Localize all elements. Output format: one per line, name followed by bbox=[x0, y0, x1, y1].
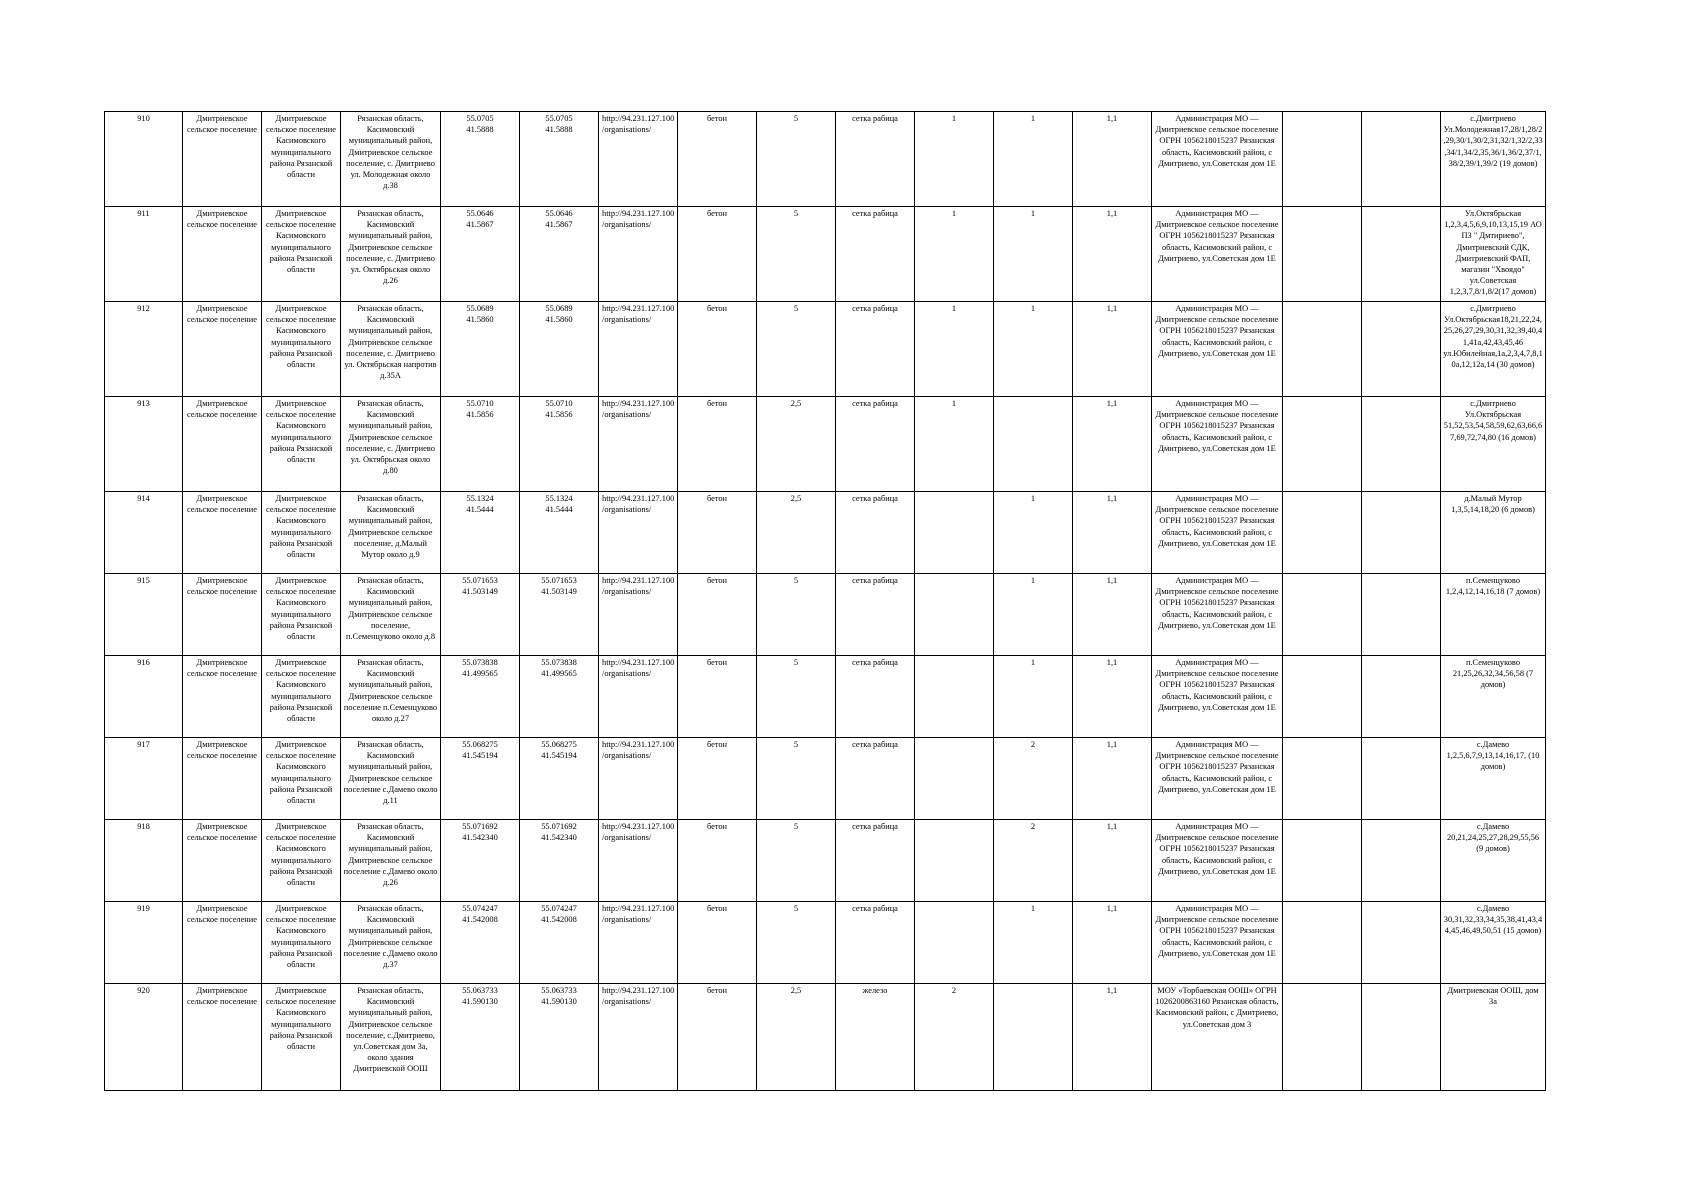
sources-cell: с.Дамево 1,2,5,6,7,9,13,14,16,17, (10 домов) bbox=[1441, 738, 1546, 820]
table-row bbox=[105, 302, 1546, 397]
address-cell: Рязанская область, Касимовский муниципальный район, Дмитриевское сельское поселение с.Дамево около д.11 bbox=[341, 738, 441, 820]
coordinates-2-cell bbox=[520, 984, 599, 1091]
area-cell: 5 bbox=[757, 574, 836, 656]
fence-cell: сетка рабица bbox=[836, 902, 915, 984]
row-number-cell: 911 bbox=[105, 207, 183, 302]
longitude-value: 41.5860 bbox=[466, 315, 494, 325]
latitude-value: 55.063733 bbox=[541, 986, 577, 995]
longitude-value: 41.5860 bbox=[545, 315, 573, 325]
address-cell: Рязанская область, Касимовский муниципальный район, Дмитриевское сельское поселение, д.Малый Мутор около д.9 bbox=[341, 492, 441, 574]
container-count-cell: 1 bbox=[915, 112, 994, 207]
table-row bbox=[105, 397, 1546, 492]
volume-cell: 1,1 bbox=[1073, 656, 1152, 738]
longitude-value: 41.545194 bbox=[541, 751, 577, 761]
sources-cell: Ул.Октябрьская 1,2,3,4,5,6,9,10,13,15,19 АО ПЗ " Дмтириево", Дмитриевский СДК, Дмитриевский ФАП, магазин "Хвоядо" ул.Советская 1,2,3,7,8/1,8/2(17 домов) bbox=[1441, 207, 1546, 302]
address-cell: Рязанская область, Касимовский муниципальный район, Дмитриевское сельское поселение, с.Дмитриево, ул.Советская дом 3а, около здания Дмитриевской ООШ bbox=[341, 984, 441, 1091]
longitude-value: 41.590130 bbox=[462, 997, 498, 1007]
latitude-value: 55.063733 bbox=[462, 986, 498, 995]
sources-cell: д.Малый Мутор 1,3,5,14,18,20 (6 домов) bbox=[1441, 492, 1546, 574]
address-cell: Рязанская область, Касимовский муниципальный район, Дмитриевское сельское поселение п.Семенцуково около д.27 bbox=[341, 656, 441, 738]
surface-cell: бетон bbox=[678, 397, 757, 492]
empty-cell bbox=[1283, 112, 1362, 207]
coordinates-2-cell bbox=[520, 820, 599, 902]
table-row bbox=[105, 207, 1546, 302]
area-cell: 5 bbox=[757, 112, 836, 207]
container-count-2-cell: 1 bbox=[994, 574, 1073, 656]
owner-cell: Администрация МО — Дмитриевское сельское поселение ОГРН 1056218015237 Рязанская область, Касимовский район, с Дмитриево, ул.Советская дом 1Е bbox=[1152, 302, 1283, 397]
settlement-cell: Дмитриевское сельское поселение bbox=[183, 738, 262, 820]
surface-cell: бетон bbox=[678, 574, 757, 656]
address-cell: Рязанская область, Касимовский муниципальный район, Дмитриевское сельское поселение, с. Дмитриево ул. Молодежная около д.38 bbox=[341, 112, 441, 207]
volume-cell: 1,1 bbox=[1073, 574, 1152, 656]
latitude-value: 55.0646 bbox=[466, 209, 494, 218]
empty-cell bbox=[1283, 738, 1362, 820]
empty-cell-2 bbox=[1362, 902, 1441, 984]
link-cell[interactable]: http://94.231.127.100/organisations/ bbox=[599, 207, 678, 302]
latitude-value: 55.0705 bbox=[545, 114, 573, 123]
municipality-cell: Дмитриевское сельское поселение Касимовского муниципального района Рязанской области bbox=[262, 820, 341, 902]
area-cell: 2,5 bbox=[757, 397, 836, 492]
empty-cell-2 bbox=[1362, 112, 1441, 207]
longitude-value: 41.503149 bbox=[462, 587, 498, 597]
row-number-cell: 920 bbox=[105, 984, 183, 1091]
link-cell[interactable]: http://94.231.127.100/organisations/ bbox=[599, 984, 678, 1091]
volume-cell: 1,1 bbox=[1073, 112, 1152, 207]
coordinates-cell bbox=[441, 207, 520, 302]
settlement-cell: Дмитриевское сельское поселение bbox=[183, 820, 262, 902]
row-number-cell: 919 bbox=[105, 902, 183, 984]
longitude-value: 41.499565 bbox=[541, 669, 577, 679]
latitude-value: 55.0689 bbox=[466, 304, 494, 313]
municipality-cell: Дмитриевское сельское поселение Касимовского муниципального района Рязанской области bbox=[262, 902, 341, 984]
latitude-value: 55.0710 bbox=[466, 399, 494, 408]
fence-cell: сетка рабица bbox=[836, 574, 915, 656]
area-cell: 5 bbox=[757, 820, 836, 902]
sources-cell: с.Дмитриево Ул.Октябрьская 51,52,53,54,58,59,62,63,66,67,69,72,74,80 (16 домов) bbox=[1441, 397, 1546, 492]
container-count-cell bbox=[915, 574, 994, 656]
row-number-cell: 912 bbox=[105, 302, 183, 397]
row-number-cell: 917 bbox=[105, 738, 183, 820]
coordinates-cell bbox=[441, 820, 520, 902]
longitude-value: 41.5867 bbox=[545, 220, 573, 230]
longitude-value: 41.5856 bbox=[466, 410, 494, 420]
longitude-value: 41.499565 bbox=[462, 669, 498, 679]
settlement-cell: Дмитриевское сельское поселение bbox=[183, 902, 262, 984]
longitude-value: 41.5888 bbox=[466, 125, 494, 135]
container-count-2-cell bbox=[994, 984, 1073, 1091]
link-cell[interactable]: http://94.231.127.100/organisations/ bbox=[599, 574, 678, 656]
row-number-cell: 918 bbox=[105, 820, 183, 902]
latitude-value: 55.074247 bbox=[462, 904, 498, 913]
container-count-2-cell bbox=[994, 397, 1073, 492]
empty-cell-2 bbox=[1362, 820, 1441, 902]
longitude-value: 41.542008 bbox=[541, 915, 577, 925]
container-count-cell: 1 bbox=[915, 397, 994, 492]
container-count-2-cell: 1 bbox=[994, 207, 1073, 302]
surface-cell: бетон bbox=[678, 302, 757, 397]
coordinates-2-cell bbox=[520, 738, 599, 820]
owner-cell: Администрация МО — Дмитриевское сельское поселение ОГРН 1056218015237 Рязанская область, Касимовский район, с Дмитриево, ул.Советская дом 1Е bbox=[1152, 112, 1283, 207]
volume-cell: 1,1 bbox=[1073, 492, 1152, 574]
sources-cell: с.Дамево 30,31,32,33,34,35,38,41,43,44,45,46,49,50,51 (15 домов) bbox=[1441, 902, 1546, 984]
coordinates-cell bbox=[441, 984, 520, 1091]
area-cell: 5 bbox=[757, 656, 836, 738]
settlement-cell: Дмитриевское сельское поселение bbox=[183, 207, 262, 302]
surface-cell: бетон bbox=[678, 112, 757, 207]
settlement-cell: Дмитриевское сельское поселение bbox=[183, 984, 262, 1091]
empty-cell-2 bbox=[1362, 207, 1441, 302]
municipality-cell: Дмитриевское сельское поселение Касимовского муниципального района Рязанской области bbox=[262, 397, 341, 492]
empty-cell-2 bbox=[1362, 397, 1441, 492]
fence-cell: сетка рабица bbox=[836, 112, 915, 207]
table-row bbox=[105, 738, 1546, 820]
data-table bbox=[104, 111, 1546, 1091]
container-count-2-cell: 1 bbox=[994, 112, 1073, 207]
container-count-cell bbox=[915, 656, 994, 738]
link-cell[interactable]: http://94.231.127.100/organisations/ bbox=[599, 738, 678, 820]
table-row bbox=[105, 492, 1546, 574]
latitude-value: 55.0705 bbox=[466, 114, 494, 123]
container-count-cell bbox=[915, 902, 994, 984]
longitude-value: 41.590130 bbox=[541, 997, 577, 1007]
row-number-cell: 913 bbox=[105, 397, 183, 492]
empty-cell bbox=[1283, 984, 1362, 1091]
municipality-cell: Дмитриевское сельское поселение Касимовского муниципального района Рязанской области bbox=[262, 492, 341, 574]
coordinates-2-cell bbox=[520, 207, 599, 302]
address-cell: Рязанская область, Касимовский муниципальный район, Дмитриевское сельское поселение, с. Дмитриево ул. Октябрьская около д.80 bbox=[341, 397, 441, 492]
municipality-cell: Дмитриевское сельское поселение Касимовского муниципального района Рязанской области bbox=[262, 207, 341, 302]
settlement-cell: Дмитриевское сельское поселение bbox=[183, 397, 262, 492]
fence-cell: сетка рабица bbox=[836, 656, 915, 738]
link-cell[interactable]: http://94.231.127.100/organisations/ bbox=[599, 656, 678, 738]
address-cell: Рязанская область, Касимовский муниципальный район, Дмитриевское сельское поселение, с. Дмитриево ул. Октябрьская около д.26 bbox=[341, 207, 441, 302]
latitude-value: 55.1324 bbox=[545, 494, 573, 503]
latitude-value: 55.073838 bbox=[541, 658, 577, 667]
latitude-value: 55.071692 bbox=[541, 822, 577, 831]
link-cell[interactable]: http://94.231.127.100/organisations/ bbox=[599, 397, 678, 492]
volume-cell: 1,1 bbox=[1073, 397, 1152, 492]
coordinates-cell bbox=[441, 492, 520, 574]
empty-cell-2 bbox=[1362, 492, 1441, 574]
sources-cell: п.Семенцуково 21,25,26,32,34,56,58 (7 домов) bbox=[1441, 656, 1546, 738]
owner-cell: МОУ «Торбаевская ООШ» ОГРН 1026200863160 Рязанская область, Касимовский район, с Дмитриево, ул.Советская дом 3 bbox=[1152, 984, 1283, 1091]
link-cell[interactable]: http://94.231.127.100/organisations/ bbox=[599, 820, 678, 902]
sources-cell: с.Дмитриево Ул.Октябрьская18,21,22,24,25,26,27,29,30,31,32,39,40,41,41а,42,43,45,46 ул.Юбилейная,1а,2,3,4,7,8,10а,12,12а,14 (30 домов) bbox=[1441, 302, 1546, 397]
owner-cell: Администрация МО — Дмитриевское сельское поселение ОГРН 1056218015237 Рязанская область, Касимовский район, с Дмитриево, ул.Советская дом 1Е bbox=[1152, 902, 1283, 984]
table-row bbox=[105, 902, 1546, 984]
municipality-cell: Дмитриевское сельское поселение Касимовского муниципального района Рязанской области bbox=[262, 984, 341, 1091]
address-cell: Рязанская область, Касимовский муниципальный район, Дмитриевское сельское поселение с.Дамево около д.26 bbox=[341, 820, 441, 902]
settlement-cell: Дмитриевское сельское поселение bbox=[183, 574, 262, 656]
container-count-2-cell: 1 bbox=[994, 902, 1073, 984]
settlement-cell: Дмитриевское сельское поселение bbox=[183, 302, 262, 397]
longitude-value: 41.5867 bbox=[466, 220, 494, 230]
settlement-cell: Дмитриевское сельское поселение bbox=[183, 656, 262, 738]
fence-cell: сетка рабица bbox=[836, 738, 915, 820]
coordinates-cell bbox=[441, 738, 520, 820]
surface-cell: бетон bbox=[678, 207, 757, 302]
longitude-value: 41.542340 bbox=[462, 833, 498, 843]
longitude-value: 41.542008 bbox=[462, 915, 498, 925]
area-cell: 5 bbox=[757, 738, 836, 820]
owner-cell: Администрация МО — Дмитриевское сельское поселение ОГРН 1056218015237 Рязанская область, Касимовский район, с Дмитриево, ул.Советская дом 1Е bbox=[1152, 207, 1283, 302]
longitude-value: 41.5444 bbox=[466, 505, 494, 515]
surface-cell: бетон bbox=[678, 902, 757, 984]
table-row bbox=[105, 656, 1546, 738]
latitude-value: 55.071653 bbox=[462, 576, 498, 585]
sources-cell: Дмитриевская ООШ, дом 3а bbox=[1441, 984, 1546, 1091]
empty-cell-2 bbox=[1362, 984, 1441, 1091]
table-row bbox=[105, 820, 1546, 902]
coordinates-2-cell bbox=[520, 492, 599, 574]
link-cell[interactable]: http://94.231.127.100/organisations/ bbox=[599, 902, 678, 984]
municipality-cell: Дмитриевское сельское поселение Касимовского муниципального района Рязанской области bbox=[262, 112, 341, 207]
empty-cell bbox=[1283, 902, 1362, 984]
sources-cell: п.Семенцуково 1,2,4,12,14,16,18 (7 домов) bbox=[1441, 574, 1546, 656]
longitude-value: 41.5444 bbox=[545, 505, 573, 515]
link-cell[interactable]: http://94.231.127.100/organisations/ bbox=[599, 112, 678, 207]
empty-cell bbox=[1283, 302, 1362, 397]
coordinates-2-cell bbox=[520, 574, 599, 656]
fence-cell: сетка рабица bbox=[836, 820, 915, 902]
latitude-value: 55.073838 bbox=[462, 658, 498, 667]
latitude-value: 55.071692 bbox=[462, 822, 498, 831]
row-number-cell: 916 bbox=[105, 656, 183, 738]
container-count-2-cell: 1 bbox=[994, 656, 1073, 738]
volume-cell: 1,1 bbox=[1073, 902, 1152, 984]
link-cell[interactable]: http://94.231.127.100/organisations/ bbox=[599, 302, 678, 397]
volume-cell: 1,1 bbox=[1073, 984, 1152, 1091]
area-cell: 2,5 bbox=[757, 984, 836, 1091]
surface-cell: бетон bbox=[678, 656, 757, 738]
owner-cell: Администрация МО — Дмитриевское сельское поселение ОГРН 1056218015237 Рязанская область, Касимовский район, с Дмитриево, ул.Советская дом 1Е bbox=[1152, 656, 1283, 738]
owner-cell: Администрация МО — Дмитриевское сельское поселение ОГРН 1056218015237 Рязанская область, Касимовский район, с Дмитриево, ул.Советская дом 1Е bbox=[1152, 738, 1283, 820]
empty-cell-2 bbox=[1362, 738, 1441, 820]
latitude-value: 55.068275 bbox=[462, 740, 498, 749]
fence-cell: сетка рабица bbox=[836, 207, 915, 302]
fence-cell: сетка рабица bbox=[836, 492, 915, 574]
coordinates-cell bbox=[441, 112, 520, 207]
container-count-cell bbox=[915, 492, 994, 574]
coordinates-cell bbox=[441, 302, 520, 397]
container-count-cell: 2 bbox=[915, 984, 994, 1091]
container-count-cell: 1 bbox=[915, 302, 994, 397]
address-cell: Рязанская область, Касимовский муниципальный район, Дмитриевское сельское поселение с.Дамево около д.37 bbox=[341, 902, 441, 984]
empty-cell-2 bbox=[1362, 656, 1441, 738]
empty-cell bbox=[1283, 492, 1362, 574]
longitude-value: 41.5856 bbox=[545, 410, 573, 420]
empty-cell bbox=[1283, 820, 1362, 902]
latitude-value: 55.068275 bbox=[541, 740, 577, 749]
municipality-cell: Дмитриевское сельское поселение Касимовского муниципального района Рязанской области bbox=[262, 738, 341, 820]
coordinates-2-cell bbox=[520, 397, 599, 492]
owner-cell: Администрация МО — Дмитриевское сельское поселение ОГРН 1056218015237 Рязанская область, Касимовский район, с Дмитриево, ул.Советская дом 1Е bbox=[1152, 397, 1283, 492]
volume-cell: 1,1 bbox=[1073, 302, 1152, 397]
municipality-cell: Дмитриевское сельское поселение Касимовского муниципального района Рязанской области bbox=[262, 656, 341, 738]
surface-cell: бетон bbox=[678, 820, 757, 902]
table-row bbox=[105, 984, 1546, 1091]
address-cell: Рязанская область, Касимовский муниципальный район, Дмитриевское сельское поселение, п.Семенцуково около д.8 bbox=[341, 574, 441, 656]
municipality-cell: Дмитриевское сельское поселение Касимовского муниципального района Рязанской области bbox=[262, 574, 341, 656]
row-number-cell: 915 bbox=[105, 574, 183, 656]
container-count-cell bbox=[915, 820, 994, 902]
latitude-value: 55.0689 bbox=[545, 304, 573, 313]
container-count-cell bbox=[915, 738, 994, 820]
empty-cell bbox=[1283, 397, 1362, 492]
surface-cell: бетон bbox=[678, 492, 757, 574]
container-count-2-cell: 1 bbox=[994, 302, 1073, 397]
area-cell: 5 bbox=[757, 302, 836, 397]
empty-cell bbox=[1283, 574, 1362, 656]
coordinates-cell bbox=[441, 902, 520, 984]
surface-cell: бетон bbox=[678, 738, 757, 820]
longitude-value: 41.542340 bbox=[541, 833, 577, 843]
row-number-cell: 910 bbox=[105, 112, 183, 207]
container-count-2-cell: 2 bbox=[994, 820, 1073, 902]
latitude-value: 55.074247 bbox=[541, 904, 577, 913]
empty-cell bbox=[1283, 656, 1362, 738]
link-cell[interactable]: http://94.231.127.100/organisations/ bbox=[599, 492, 678, 574]
fence-cell: сетка рабица bbox=[836, 397, 915, 492]
longitude-value: 41.545194 bbox=[462, 751, 498, 761]
table-row bbox=[105, 112, 1546, 207]
coordinates-cell bbox=[441, 574, 520, 656]
coordinates-2-cell bbox=[520, 302, 599, 397]
area-cell: 5 bbox=[757, 207, 836, 302]
longitude-value: 41.5888 bbox=[545, 125, 573, 135]
latitude-value: 55.0646 bbox=[545, 209, 573, 218]
latitude-value: 55.071653 bbox=[541, 576, 577, 585]
municipality-cell: Дмитриевское сельское поселение Касимовского муниципального района Рязанской области bbox=[262, 302, 341, 397]
address-cell: Рязанская область, Касимовский муниципальный район, Дмитриевское сельское поселение, с. Дмитриево ул. Октябрьская напротив д.35А bbox=[341, 302, 441, 397]
area-cell: 2,5 bbox=[757, 492, 836, 574]
longitude-value: 41.503149 bbox=[541, 587, 577, 597]
settlement-cell: Дмитриевское сельское поселение bbox=[183, 492, 262, 574]
owner-cell: Администрация МО — Дмитриевское сельское поселение ОГРН 1056218015237 Рязанская область, Касимовский район, с Дмитриево, ул.Советская дом 1Е bbox=[1152, 820, 1283, 902]
coordinates-2-cell bbox=[520, 112, 599, 207]
empty-cell bbox=[1283, 207, 1362, 302]
volume-cell: 1,1 bbox=[1073, 820, 1152, 902]
latitude-value: 55.0710 bbox=[545, 399, 573, 408]
volume-cell: 1,1 bbox=[1073, 207, 1152, 302]
volume-cell: 1,1 bbox=[1073, 738, 1152, 820]
coordinates-2-cell bbox=[520, 656, 599, 738]
area-cell: 5 bbox=[757, 902, 836, 984]
owner-cell: Администрация МО — Дмитриевское сельское поселение ОГРН 1056218015237 Рязанская область, Касимовский район, с Дмитриево, ул.Советская дом 1Е bbox=[1152, 492, 1283, 574]
coordinates-2-cell bbox=[520, 902, 599, 984]
latitude-value: 55.1324 bbox=[466, 494, 494, 503]
empty-cell-2 bbox=[1362, 302, 1441, 397]
owner-cell: Администрация МО — Дмитриевское сельское поселение ОГРН 1056218015237 Рязанская область, Касимовский район, с Дмитриево, ул.Советская дом 1Е bbox=[1152, 574, 1283, 656]
fence-cell: железо bbox=[836, 984, 915, 1091]
container-count-cell: 1 bbox=[915, 207, 994, 302]
table-row bbox=[105, 574, 1546, 656]
surface-cell: бетон bbox=[678, 984, 757, 1091]
fence-cell: сетка рабица bbox=[836, 302, 915, 397]
empty-cell-2 bbox=[1362, 574, 1441, 656]
settlement-cell: Дмитриевское сельское поселение bbox=[183, 112, 262, 207]
coordinates-cell bbox=[441, 397, 520, 492]
container-count-2-cell: 2 bbox=[994, 738, 1073, 820]
coordinates-cell bbox=[441, 656, 520, 738]
sources-cell: с.Дамево 20,21,24,25,27,28,29,55,56 (9 домов) bbox=[1441, 820, 1546, 902]
row-number-cell: 914 bbox=[105, 492, 183, 574]
sources-cell: с.Дмитриево Ул.Молодежная17,28/1,28/2,29,30/1,30/2,31,32/1,32/2,33,34/1,34/2,35,36/1,36/2,37/1,38/2,39/1,39/2 (19 домов) bbox=[1441, 112, 1546, 207]
container-count-2-cell: 1 bbox=[994, 492, 1073, 574]
